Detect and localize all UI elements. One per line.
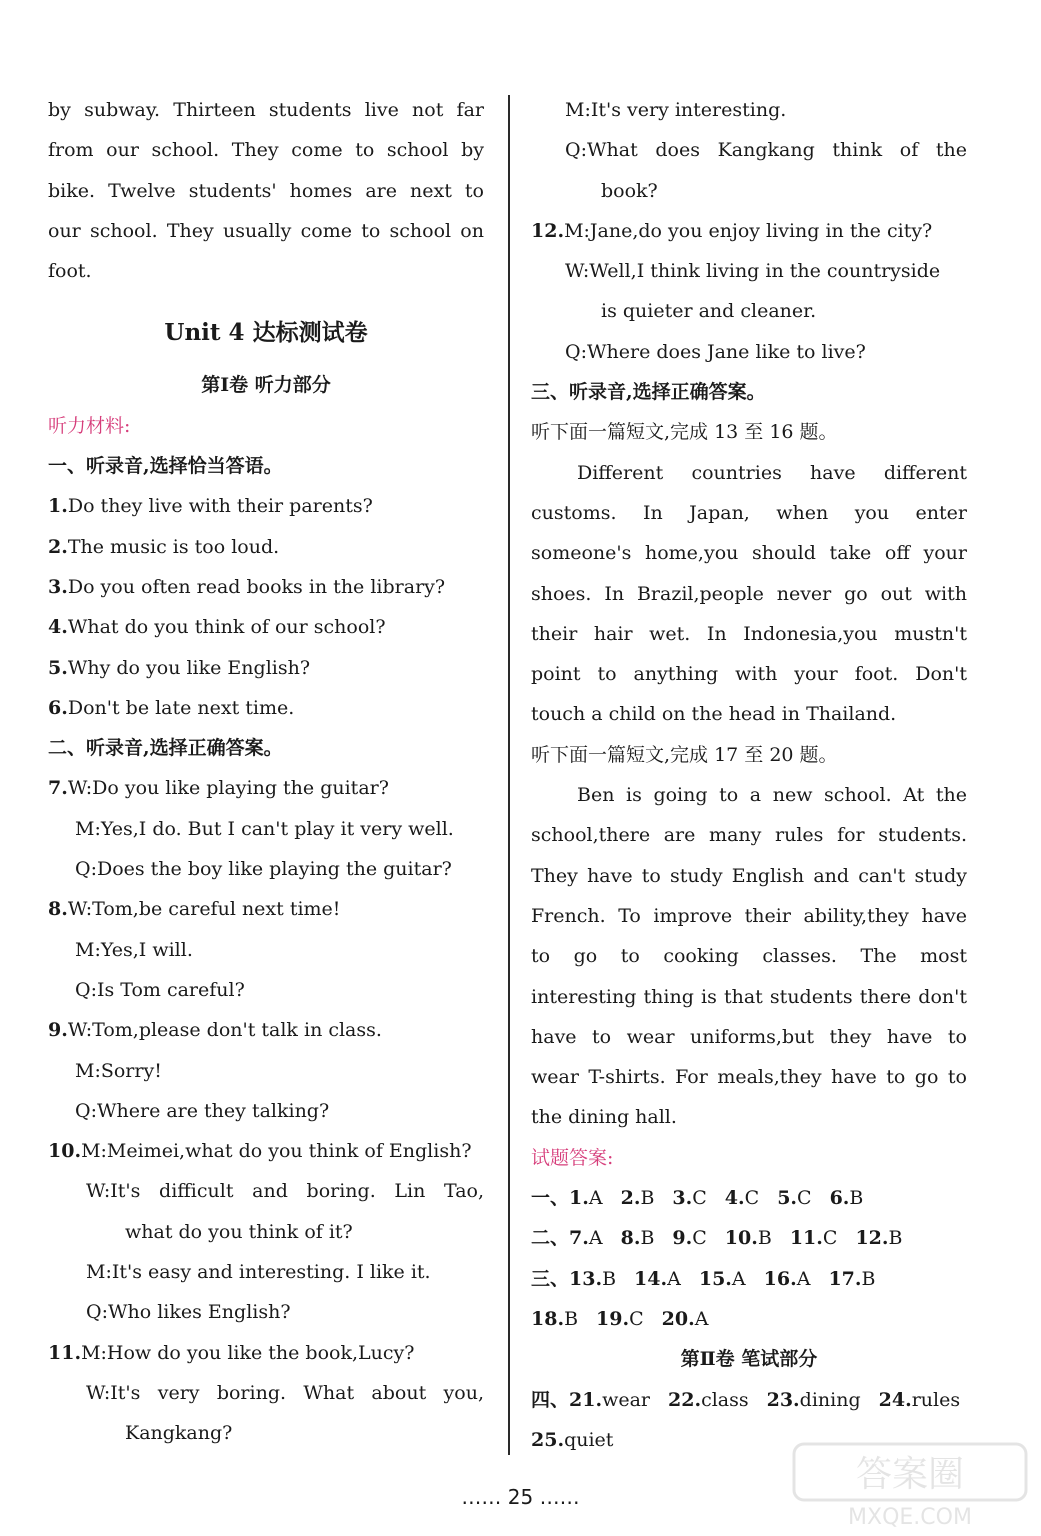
q9-line	[48, 1010, 484, 1050]
answer-value: A	[588, 1227, 603, 1250]
answer-number: 8.	[620, 1227, 641, 1250]
answer-item	[725, 1178, 759, 1218]
answer-number: 9.	[672, 1227, 693, 1250]
dialog-line: Q:Where are they talking?	[75, 1099, 330, 1122]
passage-line: school,there are many rules for students.	[531, 824, 967, 847]
dialog-line: M:Sorry!	[75, 1059, 162, 1082]
answer-row	[531, 1299, 967, 1339]
answer-number: 25.	[531, 1428, 565, 1451]
answer-item	[699, 1259, 746, 1299]
answer-item	[725, 1218, 772, 1258]
answer-item	[672, 1178, 706, 1218]
item-text: Do you often read books in the library?	[67, 575, 446, 598]
item-number: 10.	[48, 1140, 82, 1163]
watermark-sub: MXQE.COM	[848, 1505, 972, 1530]
item-number: 3.	[48, 575, 68, 598]
passage1-intro: 听下面一篇短文,完成 13 至 16 题。	[531, 421, 838, 444]
q7-line	[48, 768, 484, 808]
answer-value: B	[640, 1187, 655, 1210]
answer-row	[531, 1259, 967, 1299]
answer-number: 13.	[569, 1267, 603, 1290]
watermark-logo	[790, 1440, 1030, 1530]
q12-line	[531, 211, 967, 251]
passage-line: French. To improve their ability,they have	[531, 904, 967, 927]
dialog-line: W:Do you like playing the guitar?	[67, 777, 389, 800]
intro-line: by subway. Thirteen students live not far	[48, 99, 484, 121]
answer-number: 10.	[724, 1227, 758, 1250]
passage-line: point to anything with your foot. Don't	[531, 663, 967, 686]
answer-number: 17.	[828, 1267, 862, 1290]
item-number: 7.	[48, 777, 68, 800]
answer-value: dining	[799, 1388, 861, 1411]
item-text: What do you think of our school?	[67, 616, 386, 639]
dialog-line: W:Tom,please don't talk in class.	[67, 1019, 382, 1042]
answer-item	[531, 1299, 578, 1339]
answer-value: C	[744, 1187, 760, 1210]
q11-line	[48, 1333, 484, 1373]
item-text: Do they live with their parents?	[67, 495, 373, 518]
answer-number: 20.	[661, 1307, 695, 1330]
answer-item	[621, 1218, 655, 1258]
q10-line	[48, 1131, 484, 1171]
answer-item	[672, 1218, 706, 1258]
answer-number: 7.	[569, 1227, 589, 1250]
answer-section-prefix: 二、	[531, 1227, 570, 1250]
answer-value: A	[667, 1267, 681, 1290]
answer-number: 18.	[531, 1307, 565, 1330]
answer-item	[569, 1380, 650, 1420]
dialog-line: M:Jane,do you enjoy living in the city?	[564, 219, 933, 242]
material-label: 听力材料:	[48, 414, 131, 437]
answer-value: quiet	[564, 1428, 614, 1451]
section3-title: 三、听录音,选择正确答案。	[531, 381, 766, 404]
answer-value: A	[731, 1267, 746, 1290]
page-number: …… 25 ……	[461, 1485, 580, 1509]
item-number: 5.	[48, 656, 68, 679]
answer-item	[634, 1259, 681, 1299]
item-text: Don't be late next time.	[67, 696, 295, 719]
answer-item	[569, 1178, 603, 1218]
passage-line: shoes. In Brazil,people never go out with	[531, 582, 967, 605]
dialog-line: W:Tom,be careful next time!	[67, 898, 341, 921]
passage-line: touch a child on the head in Thailand.	[531, 703, 897, 726]
answer-value: B	[757, 1227, 772, 1250]
sec1-item	[48, 607, 484, 647]
passage2-intro: 听下面一篇短文,完成 17 至 20 题。	[531, 743, 838, 766]
answer-value: A	[796, 1267, 811, 1290]
part2-title: 第Ⅱ卷 笔试部分	[680, 1348, 818, 1371]
dialog-line: W:Well,I think living in the countryside	[565, 260, 941, 283]
watermark-text: 答案圈	[855, 1454, 965, 1495]
answer-number: 6.	[829, 1187, 850, 1210]
answer-number: 23.	[766, 1388, 800, 1411]
section2-title: 二、听录音,选择正确答案。	[48, 737, 283, 760]
answer-section-prefix: 一、	[531, 1187, 570, 1210]
dialog-line: W:It's very boring. What about you,	[86, 1381, 484, 1404]
dialog-line: M:It's easy and interesting. I like it.	[86, 1261, 431, 1284]
right-column	[531, 90, 967, 1460]
answer-number: 1.	[569, 1187, 589, 1210]
left-column	[48, 90, 484, 1454]
part1-title: 第Ⅰ卷 听力部分	[201, 374, 331, 397]
answer-value: A	[588, 1187, 603, 1210]
intro-line: bike. Twelve students' homes are next to	[48, 179, 484, 202]
answer-item	[767, 1380, 861, 1420]
answer-value: A	[694, 1307, 709, 1330]
dialog-line: M:Yes,I will.	[75, 938, 193, 961]
answer-number: 2.	[620, 1187, 641, 1210]
answer-number: 14.	[634, 1267, 668, 1290]
dialog-line: M:How do you like the book,Lucy?	[81, 1341, 415, 1364]
sec1-item	[48, 527, 484, 567]
item-number: 6.	[48, 696, 68, 719]
passage-line: wear T-shirts. For meals,they have to go to	[531, 1066, 967, 1089]
answer-item	[855, 1218, 902, 1258]
answer-value: C	[692, 1187, 707, 1210]
passage-line: their hair wet. In Indonesia,you mustn't	[531, 622, 967, 645]
answer-item	[596, 1299, 644, 1339]
answer-number: 22.	[668, 1388, 702, 1411]
dialog-line: Q:Does the boy like playing the guitar?	[75, 858, 452, 881]
answer-row	[531, 1218, 967, 1258]
answer-item	[830, 1178, 864, 1218]
passage-line: Different countries have different	[577, 461, 967, 484]
answer-number: 5.	[777, 1187, 798, 1210]
intro-line: from our school. They come to school by	[48, 139, 484, 162]
item-number: 12.	[531, 219, 565, 242]
dialog-line: M:Meimei,what do you think of English?	[81, 1140, 472, 1163]
answer-item	[668, 1380, 749, 1420]
passage-line: Ben is going to a new school. At the	[577, 784, 967, 807]
answer-number: 24.	[878, 1388, 912, 1411]
answer-value: C	[629, 1307, 644, 1330]
column-divider	[508, 95, 510, 1455]
passage-line: interesting thing is that students there don't	[531, 985, 967, 1008]
answer-item	[621, 1178, 655, 1218]
answer-value: B	[640, 1227, 655, 1250]
sec1-item	[48, 648, 484, 688]
dialog-line: Q:What does Kangkang think of the	[565, 139, 967, 162]
passage-line: the dining hall.	[531, 1106, 677, 1129]
item-text: Why do you like English?	[67, 656, 311, 679]
item-number: 4.	[48, 616, 68, 639]
dialog-line: Q:Is Tom careful?	[75, 978, 245, 1001]
intro-line: our school. They usually come to school on	[48, 219, 484, 242]
answer-number: 3.	[672, 1187, 693, 1210]
answer-value: B	[602, 1267, 617, 1290]
item-number: 2.	[48, 535, 68, 558]
answer-number: 19.	[596, 1307, 630, 1330]
passage-line: They have to study English and can't study	[531, 864, 967, 887]
answer-item	[569, 1259, 616, 1299]
answer-value: class	[701, 1388, 749, 1411]
dialog-line: M:Yes,I do. But I can't play it very well.	[75, 817, 454, 840]
item-text: The music is too loud.	[67, 535, 280, 558]
answer-item	[790, 1218, 838, 1258]
answer-item	[879, 1380, 960, 1420]
answer-value: B	[861, 1267, 876, 1290]
answer-value: C	[822, 1227, 838, 1250]
dialog-line: W:It's difficult and boring. Lin Tao,	[86, 1180, 484, 1203]
section1-title: 一、听录音,选择恰当答语。	[48, 455, 283, 478]
passage-line: customs. In Japan, when you enter	[531, 501, 967, 524]
answer-row	[531, 1380, 967, 1420]
answer-number: 15.	[698, 1267, 732, 1290]
passage-line: to go to cooking classes. The most	[531, 945, 967, 968]
answer-value: B	[564, 1307, 579, 1330]
item-number: 9.	[48, 1019, 68, 1042]
answer-number: 4.	[724, 1187, 745, 1210]
sec1-item	[48, 486, 484, 526]
passage-line: someone's home,you should take off your	[531, 542, 967, 565]
dialog-line: is quieter and cleaner.	[601, 300, 817, 323]
answer-number: 12.	[855, 1227, 889, 1250]
answer-value: rules	[911, 1388, 961, 1411]
answer-number: 16.	[763, 1267, 797, 1290]
intro-line: foot.	[48, 260, 92, 283]
passage-line: have to wear uniforms,but they have to	[531, 1025, 967, 1048]
dialog-line: what do you think of it?	[125, 1220, 353, 1243]
answer-value: B	[888, 1227, 903, 1250]
answer-number: 21.	[569, 1388, 603, 1411]
answer-item	[569, 1218, 603, 1258]
answer-item	[531, 1420, 613, 1460]
q8-line	[48, 889, 484, 929]
dialog-line: M:It's very interesting.	[565, 99, 787, 121]
answer-section-prefix: 四、	[531, 1388, 570, 1411]
answer-value: C	[692, 1227, 707, 1250]
answer-value: wear	[602, 1388, 650, 1411]
answers-label: 试题答案:	[531, 1146, 614, 1169]
dialog-line: Q:Who likes English?	[86, 1301, 291, 1324]
answer-section-prefix: 三、	[531, 1267, 570, 1290]
dialog-line: book?	[601, 179, 658, 202]
item-number: 11.	[48, 1341, 82, 1364]
answer-row	[531, 1178, 967, 1218]
sec1-item	[48, 567, 484, 607]
item-number: 1.	[48, 495, 68, 518]
unit-title: Unit 4 达标测试卷	[164, 319, 368, 347]
answer-number: 11.	[789, 1227, 823, 1250]
answer-value: B	[849, 1187, 864, 1210]
answer-item	[662, 1299, 709, 1339]
item-number: 8.	[48, 898, 68, 921]
answer-item	[777, 1178, 811, 1218]
answer-item	[764, 1259, 811, 1299]
sec1-item	[48, 688, 484, 728]
answer-value: C	[797, 1187, 812, 1210]
dialog-line: Kangkang?	[125, 1422, 233, 1445]
dialog-line: Q:Where does Jane like to live?	[565, 340, 866, 363]
answer-item	[828, 1259, 875, 1299]
